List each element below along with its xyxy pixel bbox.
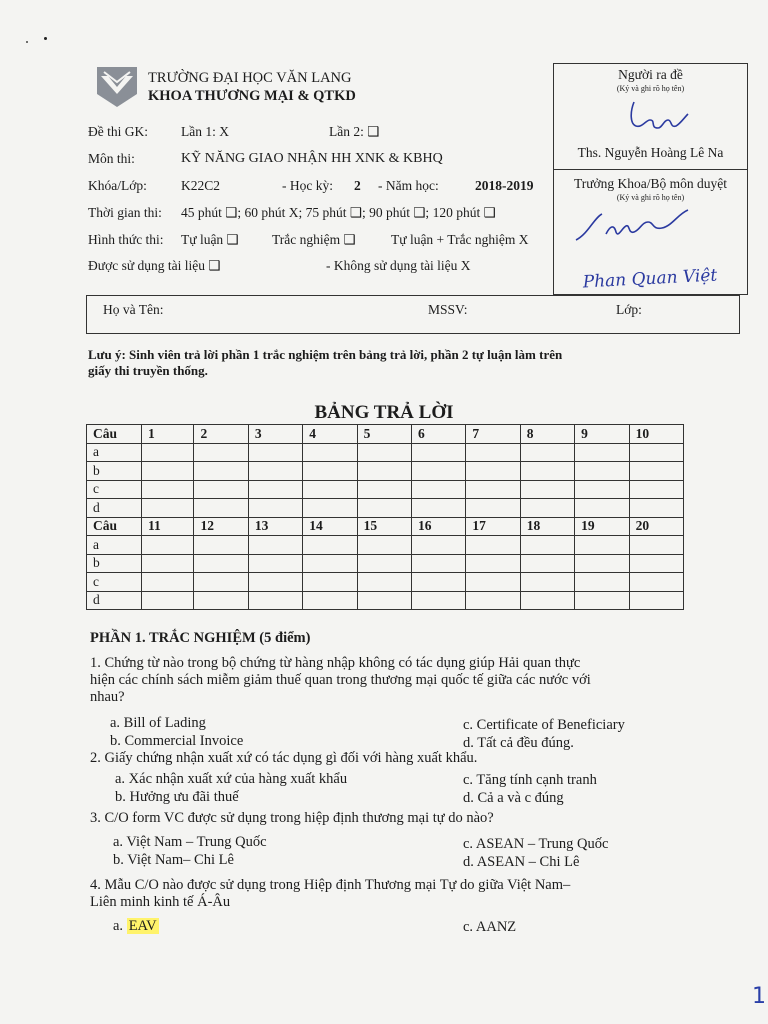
q3-option-c: c. ASEAN – Trung Quốc [463,836,609,852]
answer-cell[interactable] [142,554,194,573]
q3-option-d: d. ASEAN – Chi Lê [463,854,580,870]
answer-cell[interactable] [142,573,194,592]
attempt2: Lần 2: ❑ [329,124,380,139]
attempt1: Lần 1: X [181,124,229,139]
answer-table-option-label: a [87,443,142,462]
answer-cell[interactable] [303,480,357,499]
q1-option-a: a. Bill of Lading [110,715,206,731]
answer-cell[interactable] [412,573,466,592]
answer-cell[interactable] [575,591,629,610]
student-class-label: Lớp: [616,302,642,317]
answer-cell[interactable] [466,573,520,592]
answer-cell[interactable] [248,443,302,462]
answer-table-question-number: 10 [629,425,683,444]
answer-cell[interactable] [629,480,683,499]
answer-table-header-row [87,425,684,444]
q2-option-a: a. Xác nhận xuất xứ của hàng xuất khẩu [115,771,348,787]
answer-table-question-number: 13 [248,517,302,536]
answer-cell[interactable] [303,591,357,610]
answer-cell[interactable] [142,480,194,499]
answer-cell[interactable] [194,573,248,592]
answer-cell[interactable] [303,443,357,462]
answer-cell[interactable] [466,443,520,462]
q3-line1: 3. C/O form VC được sử dụng trong hiệp định thương mại tự do nào? [90,810,494,826]
answer-cell[interactable] [466,591,520,610]
answer-cell[interactable] [412,443,466,462]
form-option-essay: Tự luận ❑ [181,232,239,247]
form-option-mcq: Trắc nghiệm ❑ [272,232,356,247]
faculty-name: KHOA THƯƠNG MẠI & QTKD [148,88,356,104]
q2-option-c: c. Tăng tính cạnh tranh [463,772,597,788]
q4-line2: Liên minh kinh tế Á-Âu [90,894,231,910]
answer-table-option-label: a [87,536,142,555]
approver-title: Trưởng Khoa/Bộ môn duyệt [573,176,728,191]
approver-note: (Ký và ghi rõ họ tên) [616,193,685,202]
q3-option-a: a. Việt Nam – Trung Quốc [113,834,267,850]
answer-cell[interactable] [520,591,574,610]
answer-table-question-number: 14 [303,517,357,536]
class-value: K22C2 [181,178,221,193]
student-id-label: MSSV: [428,302,468,317]
answer-table-row-header: Câu [87,425,142,444]
answer-table-question-number: 17 [466,517,520,536]
q2-option-b: b. Hưởng ưu đãi thuế [115,789,239,805]
answer-table-question-number: 1 [142,425,194,444]
answer-cell[interactable] [520,536,574,555]
answer-cell[interactable] [248,499,302,518]
answer-cell[interactable] [412,499,466,518]
answer-cell[interactable] [520,443,574,462]
author-note: (Ký và ghi rõ họ tên) [616,84,685,93]
q1-option-d: d. Tất cả đều đúng. [463,735,574,751]
answer-table-option-row [87,499,684,518]
answer-table-option-label: b [87,554,142,573]
answer-cell[interactable] [629,499,683,518]
answer-table-option-row [87,591,684,610]
q4-option-a-prefix: a. [113,918,124,934]
q4-option-a [113,918,159,935]
class-label: Khóa/Lớp: [88,178,147,193]
answer-cell[interactable] [629,554,683,573]
answer-cell[interactable] [412,591,466,610]
q2-line1: 2. Giấy chứng nhận xuất xứ có tác dụng gì đối với hàng xuất khẩu. [90,750,478,766]
answer-cell[interactable] [466,499,520,518]
answer-table-question-number: 9 [575,425,629,444]
answer-table [86,424,684,610]
answer-table-question-number: 5 [357,425,411,444]
answer-cell[interactable] [575,573,629,592]
answer-cell[interactable] [194,462,248,481]
answer-table-option-row [87,536,684,555]
answer-cell[interactable] [194,536,248,555]
answer-table-question-number: 3 [248,425,302,444]
answer-cell[interactable] [248,480,302,499]
docs-allowed: Được sử dụng tài liệu ❑ [88,258,221,273]
answer-cell[interactable] [194,499,248,518]
answer-table-question-number: 18 [520,517,574,536]
answer-cell[interactable] [248,536,302,555]
answer-table-option-label: c [87,573,142,592]
answer-cell[interactable] [412,554,466,573]
school-name: TRƯỜNG ĐẠI HỌC VĂN LANG [148,70,352,86]
answer-cell[interactable] [520,573,574,592]
page-number: 1 [752,984,766,1009]
student-info-box [86,295,740,334]
time-options: 45 phút ❑; 60 phút X; 75 phút ❑; 90 phút ❑; 120 phút ❑ [181,205,496,220]
note-line2: giấy thi truyền thống. [88,363,208,378]
answer-cell[interactable] [357,536,411,555]
answer-cell[interactable] [248,554,302,573]
year-label: - Năm học: [378,178,439,193]
answer-cell[interactable] [629,573,683,592]
answer-table-title: BẢNG TRẢ LỜI [314,402,454,423]
answer-table-question-number: 7 [466,425,520,444]
answer-cell[interactable] [412,462,466,481]
semester-label: - Học kỳ: [282,178,333,193]
answer-cell[interactable] [466,480,520,499]
answer-table-option-row [87,462,684,481]
answer-cell[interactable] [303,462,357,481]
answer-table-option-row [87,573,684,592]
answer-table-question-number: 6 [412,425,466,444]
answer-cell[interactable] [194,554,248,573]
q4-line1: 4. Mẫu C/O nào được sử dụng trong Hiệp định Thương mại Tự do giữa Việt Nam– [90,877,571,893]
answer-cell[interactable] [142,591,194,610]
author-title: Người ra đề [618,67,683,82]
author-signature [628,98,692,139]
answer-cell[interactable] [575,480,629,499]
q1-option-b: b. Commercial Invoice [110,733,244,749]
scan-speck [26,41,28,43]
answer-table-option-label: b [87,462,142,481]
answer-cell[interactable] [142,536,194,555]
answer-table-header-row [87,517,684,536]
answer-table-question-number: 15 [357,517,411,536]
university-logo [96,64,138,108]
answer-cell[interactable] [629,443,683,462]
answer-cell[interactable] [357,499,411,518]
answer-table-option-row [87,554,684,573]
answer-cell[interactable] [575,499,629,518]
answer-cell[interactable] [357,591,411,610]
answer-table-row-header: Câu [87,517,142,536]
author-name: Ths. Nguyễn Hoàng Lê Na [577,145,724,160]
part1-title: PHẦN 1. TRẮC NGHIỆM (5 điểm) [90,630,311,646]
docs-not-allowed: - Không sử dụng tài liệu X [326,258,471,273]
answer-cell[interactable] [142,499,194,518]
q1-line1: 1. Chứng từ nào trong bộ chứng từ hàng nhập không có tác dụng giúp Hải quan thực [90,655,581,671]
answer-cell[interactable] [466,462,520,481]
approver-handwritten-name: Phan Quan Việt [582,265,718,293]
answer-cell[interactable] [248,573,302,592]
year-value: 2018-2019 [475,178,534,193]
answer-table-option-row [87,443,684,462]
answer-cell[interactable] [412,480,466,499]
answer-table-question-number: 20 [629,517,683,536]
answer-cell[interactable] [194,480,248,499]
answer-table-question-number: 11 [142,517,194,536]
answer-cell[interactable] [520,480,574,499]
answer-cell[interactable] [303,499,357,518]
answer-cell[interactable] [357,573,411,592]
answer-cell[interactable] [303,554,357,573]
approver-signature [572,204,692,253]
answer-cell[interactable] [303,573,357,592]
answer-cell[interactable] [575,536,629,555]
time-label: Thời gian thi: [88,205,162,220]
signature-divider [554,169,747,170]
answer-cell[interactable] [520,554,574,573]
answer-cell[interactable] [194,443,248,462]
answer-cell[interactable] [629,536,683,555]
subject-name: KỸ NĂNG GIAO NHẬN HH XNK & KBHQ [181,151,443,166]
q1-line2: hiện các chính sách miễm giảm thuế quan trong thương mại quốc tế giữa các nước với [90,672,591,688]
student-name-label: Họ và Tên: [103,302,164,317]
answer-table-question-number: 19 [575,517,629,536]
answer-cell[interactable] [466,536,520,555]
answer-cell[interactable] [357,443,411,462]
answer-cell[interactable] [520,462,574,481]
answer-cell[interactable] [412,536,466,555]
note-line1: Lưu ý: Sinh viên trả lời phần 1 trắc nghiệm trên bảng trả lời, phần 2 tự luận làm trên [88,347,563,362]
answer-table-question-number: 2 [194,425,248,444]
answer-cell[interactable] [629,591,683,610]
answer-cell[interactable] [520,499,574,518]
signature-box [553,63,748,295]
answer-table-question-number: 4 [303,425,357,444]
q4-option-c: c. AANZ [463,919,517,935]
answer-cell[interactable] [357,480,411,499]
form-label: Hình thức thi: [88,232,164,247]
scan-speck [44,37,47,40]
answer-cell[interactable] [142,443,194,462]
q1-option-c: c. Certificate of Beneficiary [463,717,625,733]
q3-option-b: b. Việt Nam– Chi Lê [113,852,234,868]
answer-cell[interactable] [629,462,683,481]
answer-table-question-number: 12 [194,517,248,536]
answer-cell[interactable] [248,462,302,481]
answer-cell[interactable] [575,443,629,462]
answer-cell[interactable] [466,554,520,573]
answer-table-option-row [87,480,684,499]
semester-value: 2 [354,178,361,193]
q2-option-d: d. Cả a và c đúng [463,790,564,806]
answer-table-question-number: 8 [520,425,574,444]
answer-cell[interactable] [357,462,411,481]
answer-cell[interactable] [142,462,194,481]
q4-option-a-highlighted: EAV [128,918,157,934]
answer-table-option-label: c [87,480,142,499]
answer-cell[interactable] [303,536,357,555]
subject-label: Môn thi: [88,151,135,166]
answer-cell[interactable] [575,554,629,573]
answer-cell[interactable] [357,554,411,573]
answer-table-question-number: 16 [412,517,466,536]
answer-table-option-label: d [87,591,142,610]
answer-table-option-label: d [87,499,142,518]
answer-cell[interactable] [248,591,302,610]
answer-cell[interactable] [575,462,629,481]
q1-line3: nhau? [90,689,125,705]
form-option-both: Tự luận + Trắc nghiệm X [391,232,529,247]
exam-label: Đề thi GK: [88,124,148,139]
answer-cell[interactable] [194,591,248,610]
